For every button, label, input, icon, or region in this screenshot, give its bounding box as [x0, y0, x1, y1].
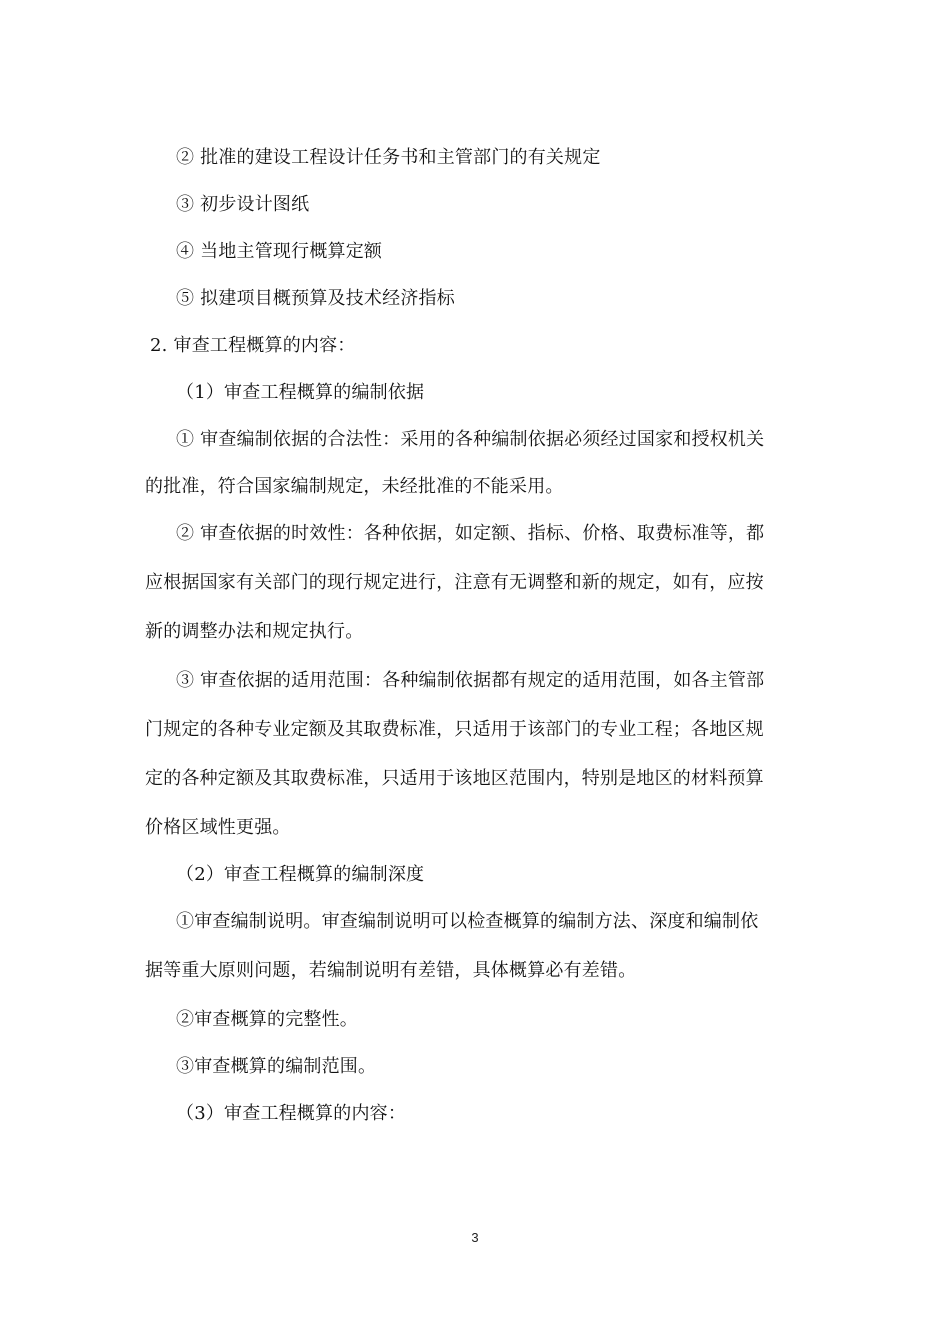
- page-number: 3: [471, 1230, 479, 1245]
- text-line: 门规定的各种专业定额及其取费标准，只适用于该部门的专业工程；各地区规: [145, 719, 764, 740]
- text-line: 的批准，符合国家编制规定，未经批准的不能采用。: [145, 476, 564, 497]
- text-line: ③ 初步设计图纸: [176, 194, 310, 215]
- text-line: ③审查概算的编制范围。: [176, 1056, 377, 1077]
- text-line: ② 批准的建设工程设计任务书和主管部门的有关规定: [176, 147, 601, 168]
- subsection-heading: （1）审查工程概算的编制依据: [176, 382, 425, 403]
- text-line: ①审查编制说明。审查编制说明可以检查概算的编制方法、深度和编制依: [176, 911, 759, 932]
- section-heading: 2. 审查工程概算的内容：: [150, 335, 356, 356]
- text-line: ④ 当地主管现行概算定额: [176, 241, 383, 262]
- subsection-heading: （2）审查工程概算的编制深度: [176, 864, 425, 885]
- text-line: 应根据国家有关部门的现行规定进行，注意有无调整和新的规定，如有，应按: [145, 572, 764, 593]
- subsection-heading: （3）审查工程概算的内容：: [176, 1103, 407, 1124]
- text-line: 据等重大原则问题，若编制说明有差错，具体概算必有差错。: [145, 960, 637, 981]
- text-line: 新的调整办法和规定执行。: [145, 621, 364, 642]
- text-line: ① 审查编制依据的合法性：采用的各种编制依据必须经过国家和授权机关: [176, 429, 765, 450]
- text-line: ③ 审查依据的适用范围：各种编制依据都有规定的适用范围，如各主管部: [176, 670, 765, 691]
- text-line: ②审查概算的完整性。: [176, 1009, 358, 1030]
- text-line: 定的各种定额及其取费标准，只适用于该地区范围内，特别是地区的材料预算: [145, 768, 764, 789]
- text-line: 价格区域性更强。: [145, 817, 291, 838]
- text-line: ⑤ 拟建项目概预算及技术经济指标: [176, 288, 455, 309]
- text-line: ② 审查依据的时效性：各种依据，如定额、指标、价格、取费标准等，都: [176, 523, 765, 544]
